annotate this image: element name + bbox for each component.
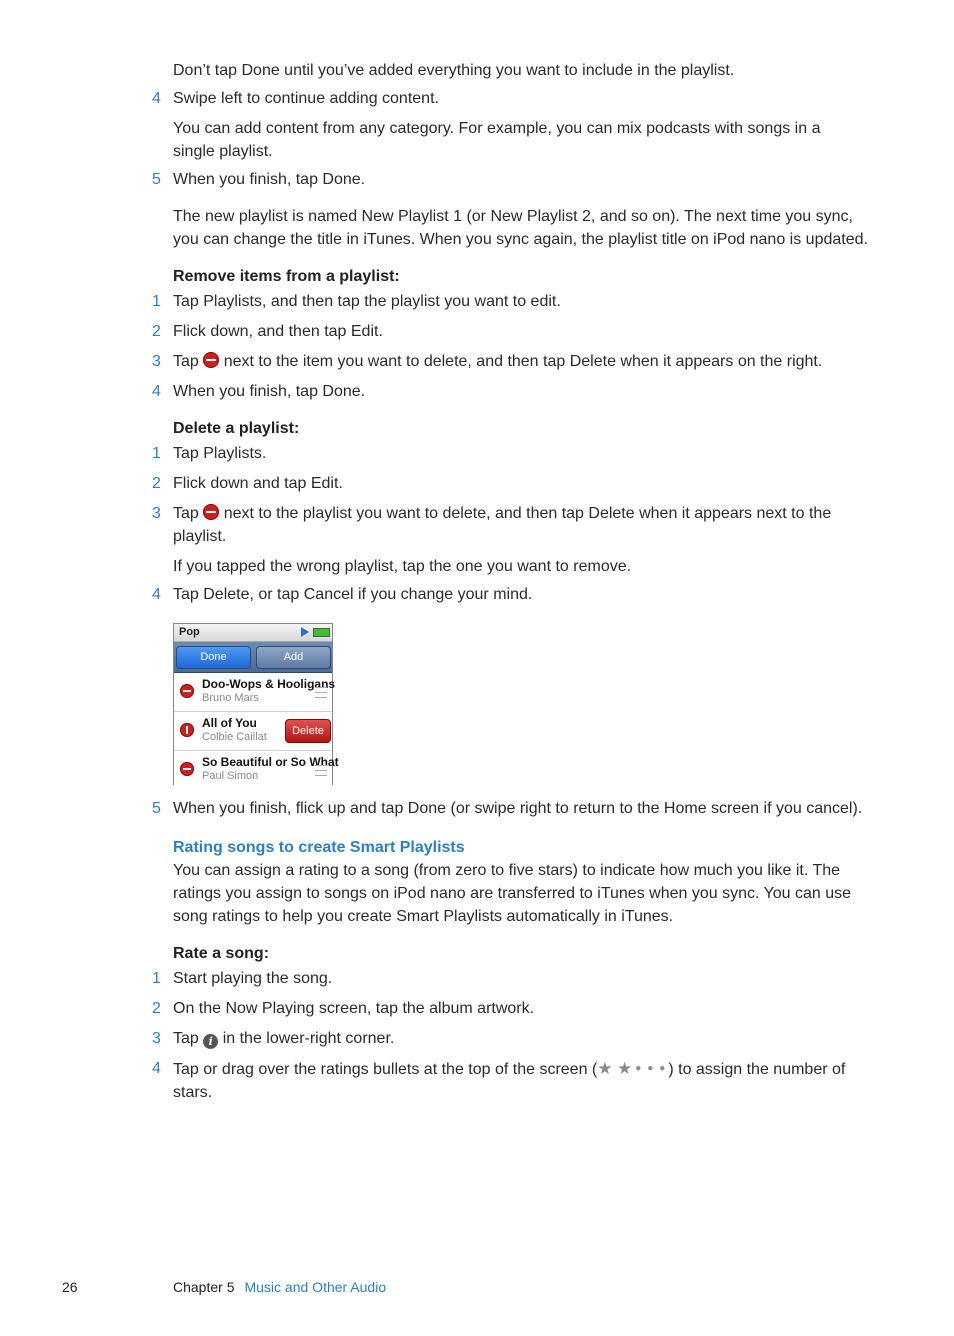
step-text: When you finish, flick up and tap Done (or swipe right to return to the Home screen if you cancel). <box>173 800 863 817</box>
ipod-status-title: Pop <box>179 626 200 638</box>
step-number: 1 <box>152 445 161 462</box>
song-artist: Bruno Mars <box>202 692 259 704</box>
step-number: 3 <box>152 1030 161 1047</box>
step-number: 5 <box>152 171 161 188</box>
ipod-status-bar <box>174 624 332 642</box>
step-number: 4 <box>152 383 161 400</box>
rating-bullet-icon: ● <box>635 1063 642 1074</box>
step-note: If you tapped the wrong playlist, tap the one you want to remove. <box>173 558 632 575</box>
step-text-post: ) to assign the number of stars. <box>173 1061 846 1101</box>
info-icon: i <box>203 1034 218 1049</box>
step-text <box>173 350 883 373</box>
step-text-post: next to the playlist you want to delete, and then tap Delete when it appears next to the playlist. <box>173 505 832 545</box>
step-text: Tap Playlists. <box>173 445 267 462</box>
step-text-pre: Tap <box>173 505 199 522</box>
footer-chapter <box>173 1279 386 1295</box>
step-text-pre: Tap <box>173 353 199 370</box>
playlist-item[interactable] <box>174 673 336 712</box>
song-title: Doo-Wops & Hooligans <box>202 677 336 691</box>
chapter-label: Chapter 5 <box>173 1279 235 1295</box>
drag-handle-icon[interactable] <box>315 765 327 776</box>
step-text: Swipe left to continue adding content. <box>173 90 439 107</box>
step-text: When you finish, tap Done. <box>173 171 366 188</box>
step-number: 4 <box>152 1060 161 1077</box>
step-number: 3 <box>152 353 161 370</box>
song-title: All of You <box>202 716 257 730</box>
step-number: 1 <box>152 293 161 310</box>
step-text: Flick down and tap Edit. <box>173 475 343 492</box>
add-button[interactable]: Add <box>256 646 331 669</box>
delete-minus-icon <box>203 352 219 368</box>
step-text: Start playing the song. <box>173 970 333 987</box>
song-artist: Paul Simon <box>202 770 259 782</box>
step-number: 2 <box>152 323 161 340</box>
ipod-screen-screenshot <box>173 623 339 785</box>
step-text <box>173 502 833 548</box>
delete-button[interactable]: Delete <box>285 719 331 743</box>
playlist-item[interactable] <box>174 712 332 751</box>
delete-minus-icon[interactable] <box>180 762 194 776</box>
rating-bullet-icon: ● <box>659 1063 666 1074</box>
delete-minus-icon <box>203 504 219 520</box>
step-number: 2 <box>152 475 161 492</box>
step-text-pre: Tap or drag over the ratings bullets at the top of the screen ( <box>173 1061 598 1078</box>
ipod-toolbar <box>174 642 332 673</box>
star-icon: ★ <box>616 1059 633 1078</box>
step-note: You can add content from any category. For example, you can mix podcasts with songs in a single playlist. <box>173 120 821 160</box>
step-number: 4 <box>152 586 161 603</box>
section-heading-rating: Rating songs to create Smart Playlists <box>173 839 465 856</box>
page-number: 26 <box>62 1279 78 1295</box>
drag-handle-icon[interactable] <box>315 687 327 698</box>
intro-line: Don’t tap Done until you’ve added everything you want to include in the playlist. <box>173 62 735 79</box>
step-text-post: next to the item you want to delete, and then tap Delete when it appears on the right. <box>223 353 823 370</box>
rating-body: You can assign a rating to a song (from zero to five stars) to indicate how much you like it. The ratings you assign to songs on iPod nano are transferred to iTunes when you sync. You can use song ratings to help you create Smart Playlists automatically in iTunes. <box>173 862 852 925</box>
step-text <box>173 1057 863 1104</box>
rating-bullet-icon: ● <box>647 1063 654 1074</box>
chapter-title-link[interactable]: Music and Other Audio <box>244 1279 387 1295</box>
song-title: So Beautiful or So What <box>202 755 339 769</box>
step-number: 3 <box>152 505 161 522</box>
step-note: The new playlist is named New Playlist 1 (or New Playlist 2, and so on). The next time you sync, you can change the title in iTunes. When you sync again, the playlist title on iPod nano is updated. <box>173 208 868 248</box>
step-text-post: in the lower-right corner. <box>222 1030 395 1047</box>
section-heading-delete: Delete a playlist: <box>173 420 300 437</box>
playlist-item[interactable] <box>174 751 339 789</box>
delete-minus-icon[interactable] <box>180 684 194 698</box>
done-button[interactable]: Done <box>176 646 251 669</box>
section-heading-rate: Rate a song: <box>173 945 270 962</box>
step-text: Flick down, and then tap Edit. <box>173 323 383 340</box>
step-text: Tap Delete, or tap Cancel if you change your mind. <box>173 586 533 603</box>
delete-confirm-icon[interactable] <box>180 723 194 737</box>
battery-icon <box>313 628 330 637</box>
step-text-pre: Tap <box>173 1030 199 1047</box>
section-heading-remove: Remove items from a playlist: <box>173 268 400 285</box>
step-number: 4 <box>152 90 161 107</box>
step-text: On the Now Playing screen, tap the album artwork. <box>173 1000 535 1017</box>
step-text: Tap Playlists, and then tap the playlist you want to edit. <box>173 293 561 310</box>
step-text <box>173 1027 883 1050</box>
play-icon <box>301 627 309 637</box>
step-text: When you finish, tap Done. <box>173 383 366 400</box>
step-number: 1 <box>152 970 161 987</box>
step-number: 5 <box>152 800 161 817</box>
song-artist: Colbie Caillat <box>202 731 267 743</box>
star-icon: ★ <box>597 1059 613 1078</box>
step-number: 2 <box>152 1000 161 1017</box>
